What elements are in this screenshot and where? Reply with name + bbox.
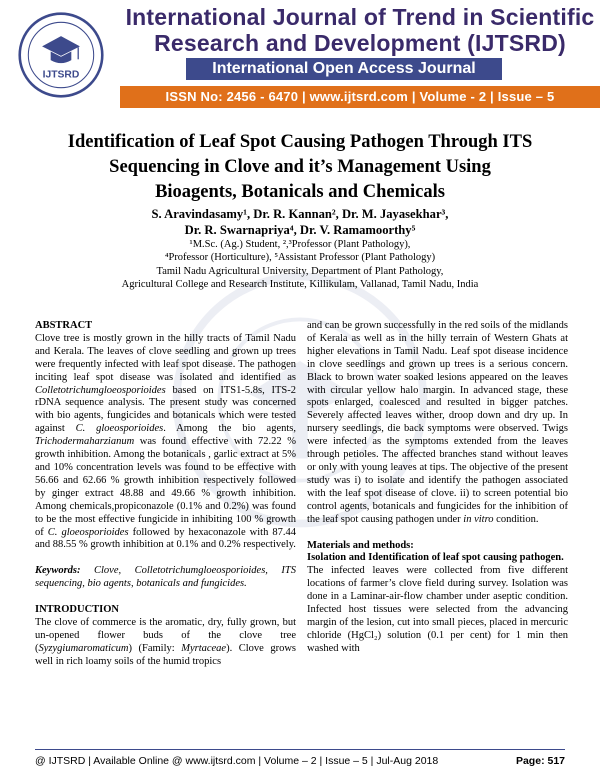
right-column <box>307 320 568 656</box>
affiliation-line-1: ¹M.Sc. (Ag.) Student, ²,³Professor (Plant Pathology), <box>189 239 411 250</box>
affiliation-line-3: Tamil Nadu Agricultural University, Department of Plant Pathology, <box>156 265 444 277</box>
author-list <box>40 206 560 238</box>
abstract-species-4: C. gloeosporioides <box>47 526 129 538</box>
ijtsrd-logo-icon <box>18 12 104 98</box>
abstract-text-2: based on ITS1-5.8s, ITS-2 rDNA sequence analysis. The present study was concerned with bio agents, fungicides and botanicals which were tested against <box>35 384 296 435</box>
intro-species: Syzygiumaromaticum <box>38 642 129 654</box>
abstract-body <box>35 333 296 552</box>
paper-title-line-3: Bioagents, Botanicals and Chemicals <box>155 182 445 202</box>
intro-cont-text: and can be grown successfully in the red soils of the midlands of Kerala as well as in the hilly terrain of Western Ghats at higher elevations in Tamil Nadu. Leaf spot disease incidence in clove seedlings and grown up trees is a serious concern. Black to brown water soaked lesions appeared on the leaves with circular yellow halo margin. In advanced stage, these spots enlarged, coalesced and resulted in bigger patches. Severely affected leaves wither, droop down and dry up. In nursery seedlings, die back symptoms were observed. Twigs were infected as the symptoms extended from the leaves through petioles. The affected branches stand without leaves or only with young leaves at tips. The objective of the present study was i) to isolate and identify the pathogen associated with the leaf spot disease of clove. ii) to screen potential bio control agents, botanicals and fungicides for the inhibition of the leaf spot causing pathogen under <box>307 320 568 525</box>
abstract-text-1: Clove tree is mostly grown in the hilly tracts of Tamil Nadu and Kerala. The leaves of clove seedling and grown up trees were frequently infected with leaf spot disease. The pathogen inciting leaf spot disease was isolated and identified as <box>35 332 296 383</box>
footer-divider <box>35 749 565 750</box>
authors-line-2: Dr. R. Swarnapriya⁴, Dr. V. Ramamoorthy⁵ <box>184 223 416 237</box>
keywords <box>35 565 296 591</box>
abstract-heading: ABSTRACT <box>35 320 93 331</box>
affiliation-line-4: Agricultural College and Research Institute, Killikulam, Vallanad, Tamil Nadu, India <box>121 279 479 291</box>
paper-title-line-2: Sequencing in Clove and it’s Management Using <box>109 157 491 177</box>
journal-header <box>0 0 600 108</box>
intro-cont-end: condition. <box>493 513 539 525</box>
journal-title-line-1: International Journal of Trend in Scientific <box>125 4 595 30</box>
in-vitro-term: in vitro <box>463 513 494 525</box>
intro-text-2: ) (Family: <box>128 642 182 654</box>
page-footer <box>0 749 600 776</box>
paper-title-line-1: Identification of Leaf Spot Causing Pathogen Through ITS <box>67 132 533 152</box>
intro-family: Myrtaceae <box>181 642 227 654</box>
abstract-species-2: C. gloeosporioides <box>75 423 164 435</box>
introduction-heading: INTRODUCTION <box>35 604 120 616</box>
abstract-text-5: followed by hexaconazole with 87.44 and 88.55 % growth inhibition at 0.1% and 0.2% respectively. <box>35 526 296 551</box>
authors-line-1: S. Aravindasamy¹, Dr. R. Kannan², Dr. M. Jayasekhar³, <box>151 207 449 221</box>
page-number: Page: 517 <box>515 755 565 767</box>
isolation-heading: Isolation and Identification of leaf spot causing pathogen. <box>307 552 564 564</box>
introduction-body <box>35 617 296 669</box>
abstract-text-3: . Among the bio agents, <box>163 423 296 435</box>
affiliations <box>40 238 560 292</box>
footer-citation: @ IJTSRD | Available Online @ www.ijtsrd.com | Volume – 2 | Issue – 5 | Jul-Aug 2018 <box>35 755 439 767</box>
abstract-text-4: was found effective with 72.22 % growth inhibition. Among the botanicals , garlic extract at 5% and 10% concentration levels was found to be effective with 56.66 and 62.66 % growth inhibition respectively followed by ginger extract 48.88 and 49.66 % growth inhibition. Among chemicals,propiconazole (0.1% and 0.2%) was found to be the most effective fungicide in inhibiting 100 % growth of <box>35 436 296 538</box>
issn-banner: ISSN No: 2456 - 6470 | www.ijtsrd.com | Volume - 2 | Issue – 5 <box>120 86 600 108</box>
left-column <box>35 320 296 669</box>
abstract-species-3: Trichodermaharzianum <box>35 436 135 448</box>
journal-title-line-2: Research and Development (IJTSRD) <box>154 30 566 56</box>
svg-text:IJTSRD: IJTSRD <box>42 69 80 81</box>
abstract-species-1: Colletotrichumgloeosporioides <box>35 384 166 396</box>
intro-text-3: ). Clove grows well in rich loamy soils of the humid tropics <box>35 642 296 667</box>
journal-title <box>120 4 600 56</box>
keywords-label: Keywords: <box>35 565 81 577</box>
isolation-body: The infected leaves were collected from five different locations of farmer’s clove field during survey. Isolation was done in a Laminar-air-flow chamber under aseptic condition. Infected host tissues were selected from the advancing margin of the lesion, cut into small pieces, placed in mercuric chloride (HgCl₂) solution (0.1 per cent) for 1 min then washed with <box>307 565 568 654</box>
affiliation-line-2: ⁴Professor (Horticulture), ⁵Assistant Professor (Plant Pathology) <box>164 252 436 264</box>
paper-title <box>40 130 560 205</box>
intro-text-1: The clove of commerce is the aromatic, dry, fully grown, but un-opened flower buds of the clove tree ( <box>35 617 296 654</box>
keywords-text: Clove, Colletotrichumgloeosporioides, ITS sequencing, bio agents, botanicals and fungicides. <box>35 565 296 590</box>
open-access-banner: International Open Access Journal <box>186 58 502 80</box>
materials-methods-heading: Materials and methods: <box>307 539 414 551</box>
introduction-continued <box>307 320 568 527</box>
